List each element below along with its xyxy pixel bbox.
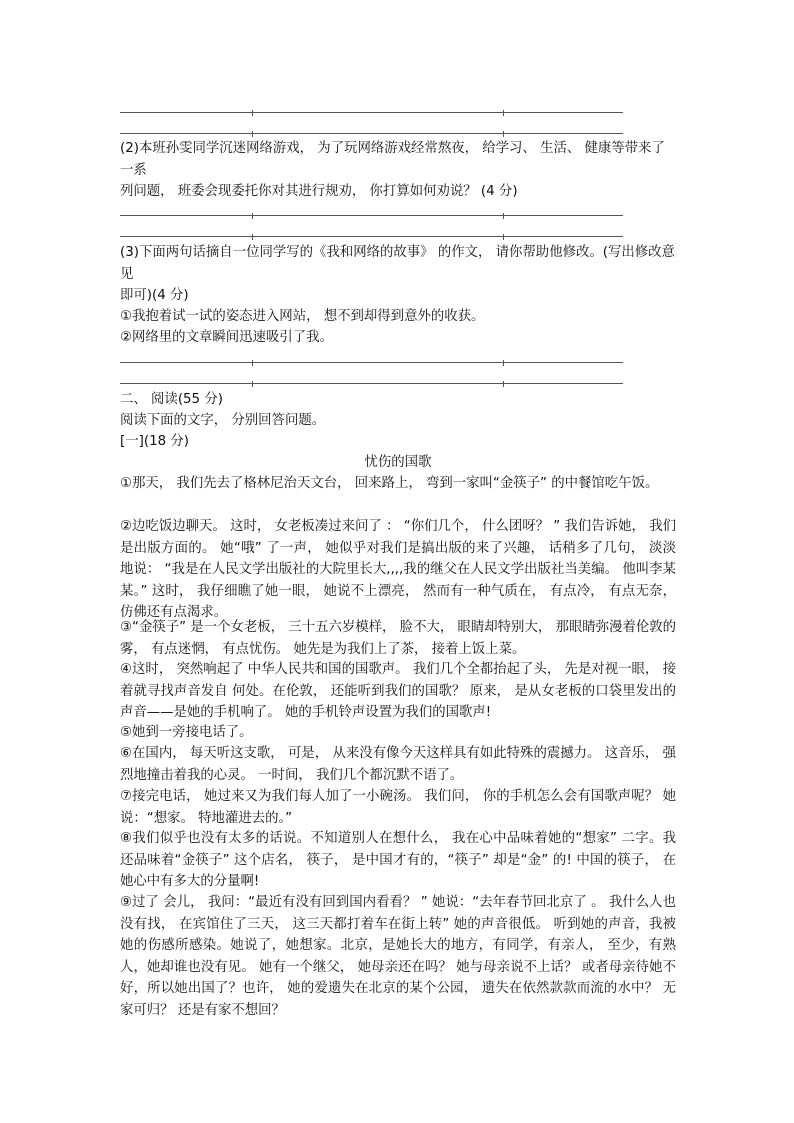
section-intro: 阅读下面的文字， 分别回答问题。 [120, 413, 326, 428]
paragraph-3: ③“金筷子” 是一个女老板， 三十五六岁模样， 脸不大， 眼睛却特别大， 那眼睛弥漫着伦敦的雾， 有点迷惘， 有点忧伤。 她先是为我们上了茶， 接着上饭上菜。 [120, 620, 677, 657]
question-2-continued: 列问题， 班委会现委托你对其进行规劝， 你打算如何劝说？ (4 分) [120, 184, 518, 199]
sentence-2: ②网络里的文章瞬间迅速吸引了我。 [120, 330, 333, 345]
answer-line [120, 236, 623, 237]
paragraph-4: ④这时， 突然响起了 中华人民共和国的国歌声。 我们几个全都抬起了头， 先是对视一眼， 接着就寻找声音发自 何处。在伦敦， 还能听到我们的国歌？ 原来， 是从女老板的口袋里发出的声音——是她的手机响了。 她的手机铃声设置为我们的国歌声! [120, 662, 676, 721]
paragraph-2: ②边吃饭边聊天。 这时， 女老板凑过来问了 ： “你们几个， 什么团呀？ ” 我们告诉她， 我们是出版方面的。 她“哦” 了一声， 她似乎对我们是搞出版的来了兴趣， 话稍多了几句， 淡淡地说： “我是在人民文学出版社的大院里长大,,,,我的继父在人民文学出版社当美编。 他叫李某某。” 这时， 我仔细瞧了她一眼， 她说不上漂亮， 然而有一种气质在， 有点冷， 有点无奈， 仿佛还有点渴求。 [120, 519, 676, 621]
sentence-1: ①我抱着试一试的姿态进入网站， 想不到却得到意外的收获。 [120, 309, 485, 324]
question-3: (3)下面两句话摘自一位同学写的《我和网络的故事》 的作文， 请你帮助他修改。(写出修改意见 [120, 245, 675, 282]
paragraph-7: ⑦接完电话， 她过来又为我们每人加了一小碗汤。 我们问， 你的手机怎么会有国歌声呢？ 她说：“想家。 特地灌进去的。” [120, 789, 676, 826]
paragraph-6: ⑥在国内， 每天听这支歌， 可是， 从来没有像今天这样具有如此特殊的震撼力。 这音乐， 强烈地撞击着我的心灵。 一时间， 我们几个都沉默不语了。 [120, 746, 676, 783]
essay-title: 忧伤的国歌 [364, 455, 432, 470]
paragraph-5: ⑤她到一旁接电话了。 [120, 725, 253, 740]
answer-line [120, 133, 623, 134]
part-one-label: [一](18 分) [120, 434, 189, 449]
question-3-continued: 即可)(4 分) [120, 288, 189, 303]
answer-line [120, 383, 623, 384]
section-heading: 二、 阅读(55 分) [120, 392, 223, 407]
answer-line [120, 215, 623, 216]
answer-line [120, 362, 623, 363]
paragraph-8: ⑧我们似乎也没有太多的话说。不知道别人在想什么， 我在心中品味着她的“想家” 二字。我还品味着“金筷子” 这个店名， 筷子， 是中国才有的，“筷子” 却是“金” 的! 中国的筷子， 在她心中有多大的分量啊! [120, 831, 676, 890]
answer-line [120, 112, 623, 113]
paragraph-1: ①那天， 我们先去了格林尼治天文台， 回来路上， 弯到一家叫“金筷子” 的中餐馆吃午饭。 [120, 476, 659, 491]
question-2: (2)本班孙雯同学沉迷网络游戏， 为了玩网络游戏经常熬夜， 给学习、 生活、 健康等带来了一系 [120, 141, 665, 178]
paragraph-9: ⑨过了 会儿， 我问：“最近有没有回到国内看看？ ” 她说：“去年春节回北京了 。 我什么人也没有找， 在宾馆住了三天， 这三天都打着车在街上转” 她的声音很低。 听到她的声音，我被她的伤感所感染。她说了，她想家。北京，是她长大的地方，有同学，有亲人， 至少，有熟人，她却谁也没有见。 她有一个继父， 她母亲还在吗？ 她与母亲说不上话？ 或者母亲待她不好，所以她出国了？也许， 她的爱遗失在北京的某个公园， 遗失在依然款款而流的水中？ 无家可归？ 还是有家不想回？ [120, 895, 676, 1018]
